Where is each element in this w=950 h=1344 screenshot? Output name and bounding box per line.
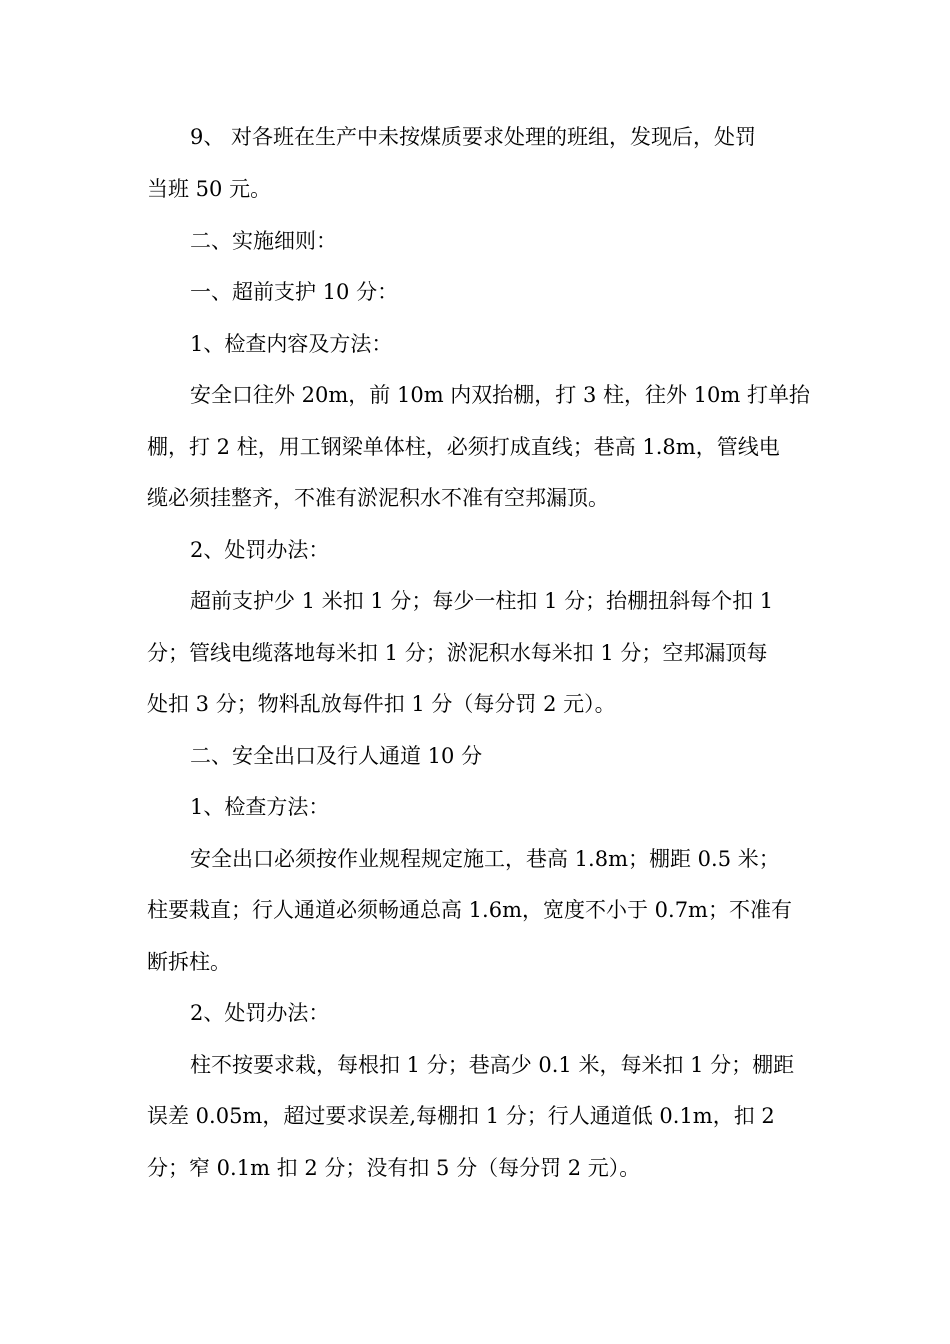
- paragraph-line: 处扣 3 分；物料乱放每件扣 1 分（每分罚 2 元）。: [147, 692, 616, 716]
- paragraph-line: 棚，打 2 柱，用工钢梁单体柱，必须打成直线；巷高 1.8m，管线电: [147, 435, 780, 459]
- paragraph-line: 误差 0.05m，超过要求误差,每棚扣 1 分；行人通道低 0.1m，扣 2: [147, 1104, 775, 1128]
- paragraph-line: 9、 对各班在生产中未按煤质要求处理的班组，发现后，处罚: [190, 125, 757, 149]
- paragraph-line: 超前支护少 1 米扣 1 分；每少一柱扣 1 分；抬棚扭斜每个扣 1: [190, 589, 774, 613]
- sub-heading: 2、处罚办法：: [190, 1001, 330, 1025]
- sub-heading: 1、检查方法：: [190, 795, 330, 819]
- sub-heading: 2、处罚办法：: [190, 538, 330, 562]
- paragraph-line: 柱要栽直；行人通道必须畅通总高 1.6m，宽度不小于 0.7m；不准有: [147, 898, 792, 922]
- paragraph-line: 安全口往外 20m，前 10m 内双抬棚，打 3 柱，往外 10m 打单抬: [190, 383, 810, 407]
- section-heading: 二、安全出口及行人通道 10 分: [190, 744, 483, 768]
- sub-heading: 1、检查内容及方法：: [190, 332, 393, 356]
- paragraph-line: 分；窄 0.1m 扣 2 分；没有扣 5 分（每分罚 2 元）。: [147, 1156, 641, 1180]
- section-heading: 一、超前支护 10 分：: [190, 280, 399, 304]
- paragraph-line: 断拆柱。: [147, 950, 231, 974]
- paragraph-line: 柱不按要求栽，每根扣 1 分；巷高少 0.1 米，每米扣 1 分；棚距: [190, 1053, 795, 1077]
- section-heading: 二、实施细则：: [190, 229, 337, 253]
- paragraph-line: 缆必须挂整齐，不准有淤泥积水不准有空邦漏顶。: [147, 486, 609, 510]
- paragraph-line: 当班 50 元。: [147, 177, 272, 201]
- paragraph-line: 安全出口必须按作业规程规定施工，巷高 1.8m；棚距 0.5 米；: [190, 847, 780, 871]
- paragraph-line: 分；管线电缆落地每米扣 1 分；淤泥积水每米扣 1 分；空邦漏顶每: [147, 641, 768, 665]
